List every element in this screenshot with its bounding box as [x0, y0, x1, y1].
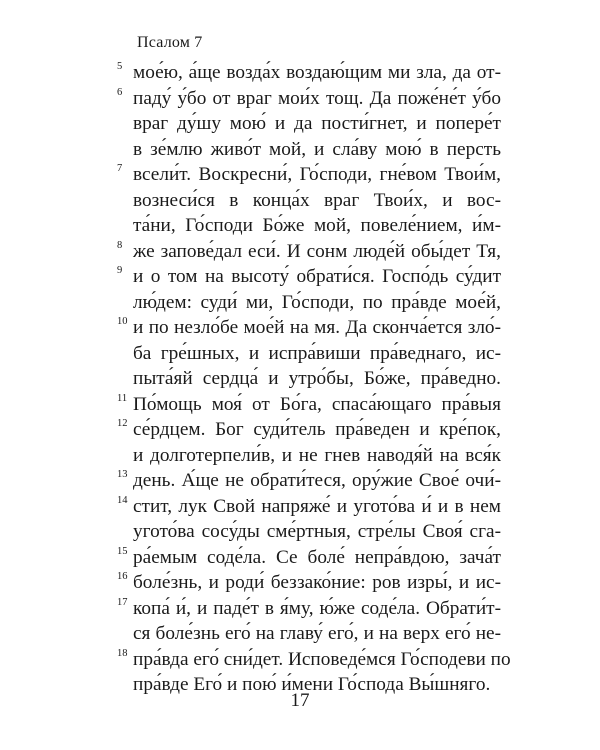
- text-line: [117, 596, 501, 622]
- running-head: Псалом 7: [137, 34, 203, 51]
- text-line: [117, 647, 511, 673]
- verse-number: 7: [117, 163, 123, 174]
- text-line: [133, 290, 501, 316]
- verse-number: 8: [117, 239, 123, 251]
- line-text: пыта́яй сердца́ и утро́бы, Бо́же, пра́ведно.: [133, 368, 501, 389]
- line-text: ба гре́шных, и испра́виши пра́веднаго, ис-: [133, 342, 501, 364]
- line-text: в зе́млю живо́т мой, и сла́ву мою́ в персть: [133, 138, 501, 160]
- verse-number: 16: [117, 571, 128, 582]
- text-line: [117, 162, 501, 188]
- verse-number: 13: [117, 469, 128, 480]
- line-text: и о том на высоту́ обрати́ся. Госпо́дь су́дит: [133, 266, 501, 287]
- verse-number: 5: [117, 61, 123, 72]
- verse-number: 17: [117, 596, 128, 608]
- verse-number: 10: [117, 316, 128, 327]
- line-text: враг ду́шу мою́ и да пости́гнет, и попере́т: [133, 113, 501, 134]
- text-line: [117, 239, 501, 265]
- line-text: боле́знь, и роди́ беззако́ние: ров изры́, и ис-: [133, 572, 501, 593]
- verse-number: 15: [117, 545, 128, 557]
- psalm-text: [117, 60, 511, 698]
- line-text: угото́ва сосу́ды сме́ртныя, стре́лы Своя́ сга-: [133, 521, 501, 542]
- line-text: мое́ю, а́ще возда́х воздаю́щим ми зла, да от-: [133, 62, 501, 83]
- text-line: [117, 545, 501, 571]
- text-line: [133, 137, 501, 163]
- verse-number: 12: [117, 418, 128, 429]
- text-line: [117, 494, 501, 520]
- text-line: [133, 443, 501, 469]
- line-text: лю́дем: суди́ ми, Го́споди, по пра́вде мое́й,: [133, 291, 501, 313]
- text-line: [133, 341, 501, 367]
- line-text: же запове́дал еси́. И сонм люде́й обы́дет Тя,: [133, 240, 501, 262]
- text-line: [133, 519, 501, 545]
- line-text: По́мощь моя́ от Бо́га, спаса́ющаго пра́выя: [133, 393, 501, 415]
- text-line: [133, 621, 501, 647]
- text-line: [117, 570, 501, 596]
- page-number: 17: [290, 690, 310, 711]
- verse-number: 14: [117, 494, 128, 506]
- line-text: пра́вде Его́ и пою́ и́мени Го́спода Вы́шняго.: [133, 674, 491, 695]
- line-text: всели́т. Воскресни́, Го́споди, гне́вом Твои́м,: [133, 164, 501, 185]
- text-line: [117, 60, 501, 86]
- text-line: [117, 264, 501, 290]
- line-text: и долготерпели́в, и не гнев наводя́й на вся́к: [133, 444, 501, 466]
- line-text: ся боле́знь его́ на главу́ его́, и на верх его́ не-: [133, 623, 501, 644]
- text-line: [117, 315, 501, 341]
- line-text: та́ни, Го́споди Бо́же мой, повеле́нием, и́м-: [133, 215, 501, 236]
- verse-number: 18: [117, 647, 128, 659]
- text-line: [117, 392, 501, 418]
- line-text: и по незло́бе мое́й на мя. Да сконча́ется зло́-: [133, 317, 501, 338]
- text-line: [133, 188, 501, 214]
- text-line: [133, 213, 501, 239]
- text-line: [117, 417, 501, 443]
- verse-number: 9: [117, 265, 123, 276]
- verse-number: 11: [117, 392, 128, 404]
- line-text: вознеси́ся в конца́х враг Твои́х, и вос-: [133, 189, 501, 211]
- line-text: се́рдцем. Бог суди́тель пра́веден и кре́пок,: [133, 419, 501, 440]
- line-text: день. А́ще не обрати́теся, ору́жие Свое́ очи́-: [133, 470, 501, 491]
- text-line: [133, 111, 501, 137]
- line-text: ра́емым соде́ла. Се боле́ непра́вдою, зача́т: [133, 546, 501, 568]
- text-line: [133, 366, 501, 392]
- text-line: [117, 468, 501, 494]
- verse-number: 6: [117, 86, 123, 98]
- line-text: копа́ и́, и паде́т в я́му, ю́же соде́ла. Обрати́т-: [133, 597, 501, 619]
- line-text: стит, лук Свой напряже́ и угото́ва и́ и в нем: [133, 495, 501, 517]
- text-line: [117, 86, 501, 112]
- line-text: паду́ у́бо от враг мои́х тощ. Да поже́не́т у́бо: [133, 87, 501, 109]
- line-text: пра́вда его́ сни́дет. Исповеде́мся Го́сподеви по: [133, 648, 511, 670]
